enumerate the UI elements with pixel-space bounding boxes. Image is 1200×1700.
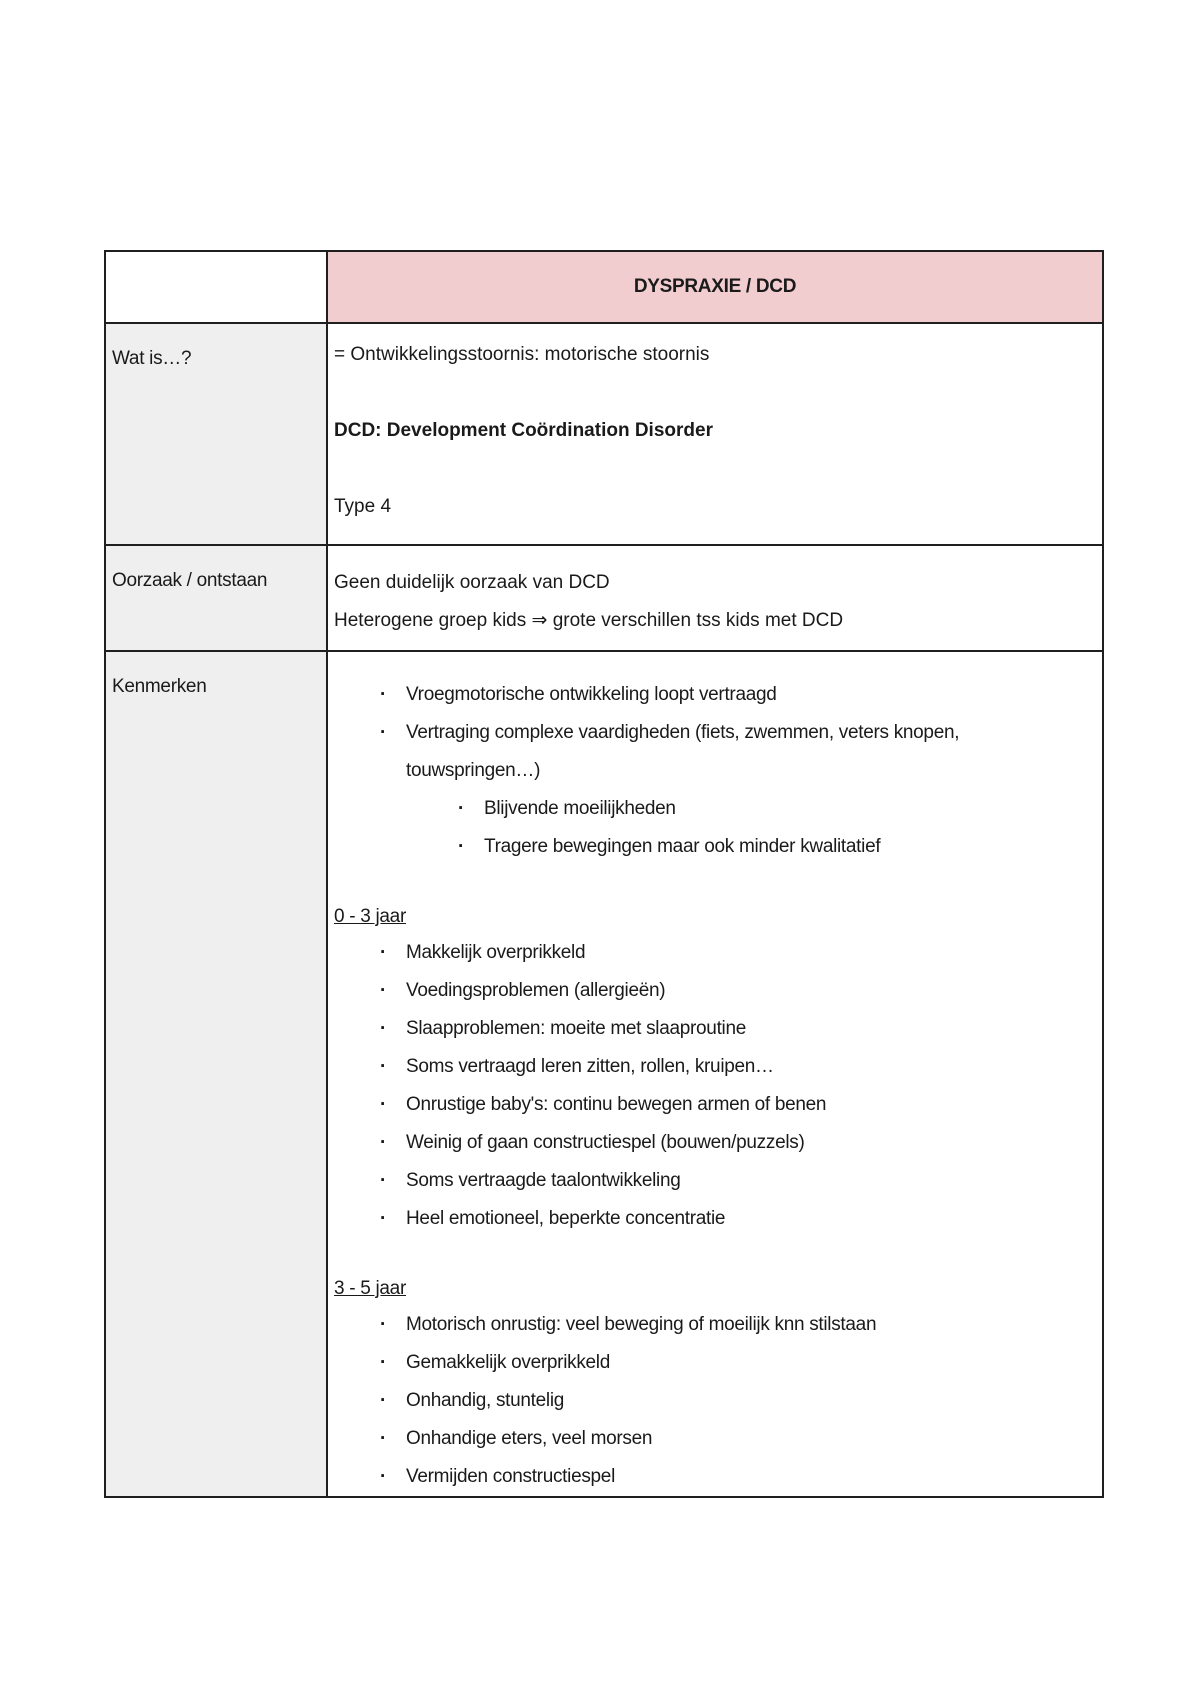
list-item: · Onhandig, stuntelig bbox=[380, 1382, 1094, 1420]
definition-line: = Ontwikkelingsstoornis: motorische stoornis bbox=[334, 344, 710, 365]
sub-bullet-list bbox=[406, 790, 1094, 866]
list-item: · Makkelijk overprikkeld bbox=[380, 934, 1094, 972]
table-title: DYSPRAXIE / DCD bbox=[327, 251, 1103, 323]
list-item: · Onrustige baby's: continu bewegen armen of benen bbox=[380, 1086, 1094, 1124]
row-label-cell bbox=[105, 545, 327, 651]
list-item: · Vermijden constructiespel bbox=[380, 1458, 1094, 1496]
list-item: · Weinig of gaan constructiespel (bouwen/puzzels) bbox=[380, 1124, 1094, 1162]
summary-table bbox=[104, 250, 1104, 1498]
section-heading-3-5: 3 - 5 jaar bbox=[334, 1278, 406, 1299]
row-definition bbox=[105, 323, 1103, 545]
row-label: Oorzaak / ontstaan bbox=[112, 570, 268, 591]
list-item: · Heel emotioneel, beperkte concentratie bbox=[380, 1200, 1094, 1238]
bullet-list-0-3 bbox=[334, 934, 1094, 1238]
list-item: · Gemakkelijk overprikkeld bbox=[380, 1344, 1094, 1382]
row-characteristics bbox=[105, 651, 1103, 1497]
sub-list-item: · Tragere bewegingen maar ook minder kwalitatief bbox=[458, 828, 1094, 866]
header-empty-cell bbox=[105, 251, 327, 323]
row-label: Wat is…? bbox=[112, 348, 192, 369]
list-item: · Onhandige eters, veel morsen bbox=[380, 1420, 1094, 1458]
cause-content bbox=[327, 545, 1103, 651]
list-item: · Soms vertraagde taalontwikkeling bbox=[380, 1162, 1094, 1200]
list-item: · Slaapproblemen: moeite met slaaproutine bbox=[380, 1010, 1094, 1048]
list-item: · Voedingsproblemen (allergieën) bbox=[380, 972, 1094, 1010]
list-item bbox=[380, 714, 1094, 866]
header-row bbox=[105, 251, 1103, 323]
section-heading-0-3: 0 - 3 jaar bbox=[334, 906, 406, 927]
list-item: · Motorisch onrustig: veel beweging of moeilijk knn stilstaan bbox=[380, 1306, 1094, 1344]
row-label-cell bbox=[105, 323, 327, 545]
list-item: · Vroegmotorische ontwikkeling loopt vertraagd bbox=[380, 676, 1094, 714]
cause-line: Geen duidelijk oorzaak van DCD bbox=[334, 572, 610, 593]
definition-content bbox=[327, 323, 1103, 545]
characteristics-content bbox=[327, 651, 1103, 1497]
row-label-cell bbox=[105, 651, 327, 1497]
list-item-text: Vertraging complexe vaardigheden (fiets, zwemmen, veters knopen, touwspringen…) bbox=[406, 722, 960, 781]
sub-list-item: · Blijvende moeilijkheden bbox=[458, 790, 1094, 828]
list-item: · Soms vertraagd leren zitten, rollen, kruipen… bbox=[380, 1048, 1094, 1086]
definition-type: Type 4 bbox=[334, 496, 392, 517]
intro-bullet-list bbox=[334, 676, 1094, 866]
definition-abbreviation: DCD: Development Coördination Disorder bbox=[334, 420, 713, 441]
row-cause bbox=[105, 545, 1103, 651]
bullet-list-3-5 bbox=[334, 1306, 1094, 1496]
cause-line: Heterogene groep kids ⇒ grote verschillen tss kids met DCD bbox=[334, 610, 844, 631]
row-label: Kenmerken bbox=[112, 676, 207, 697]
